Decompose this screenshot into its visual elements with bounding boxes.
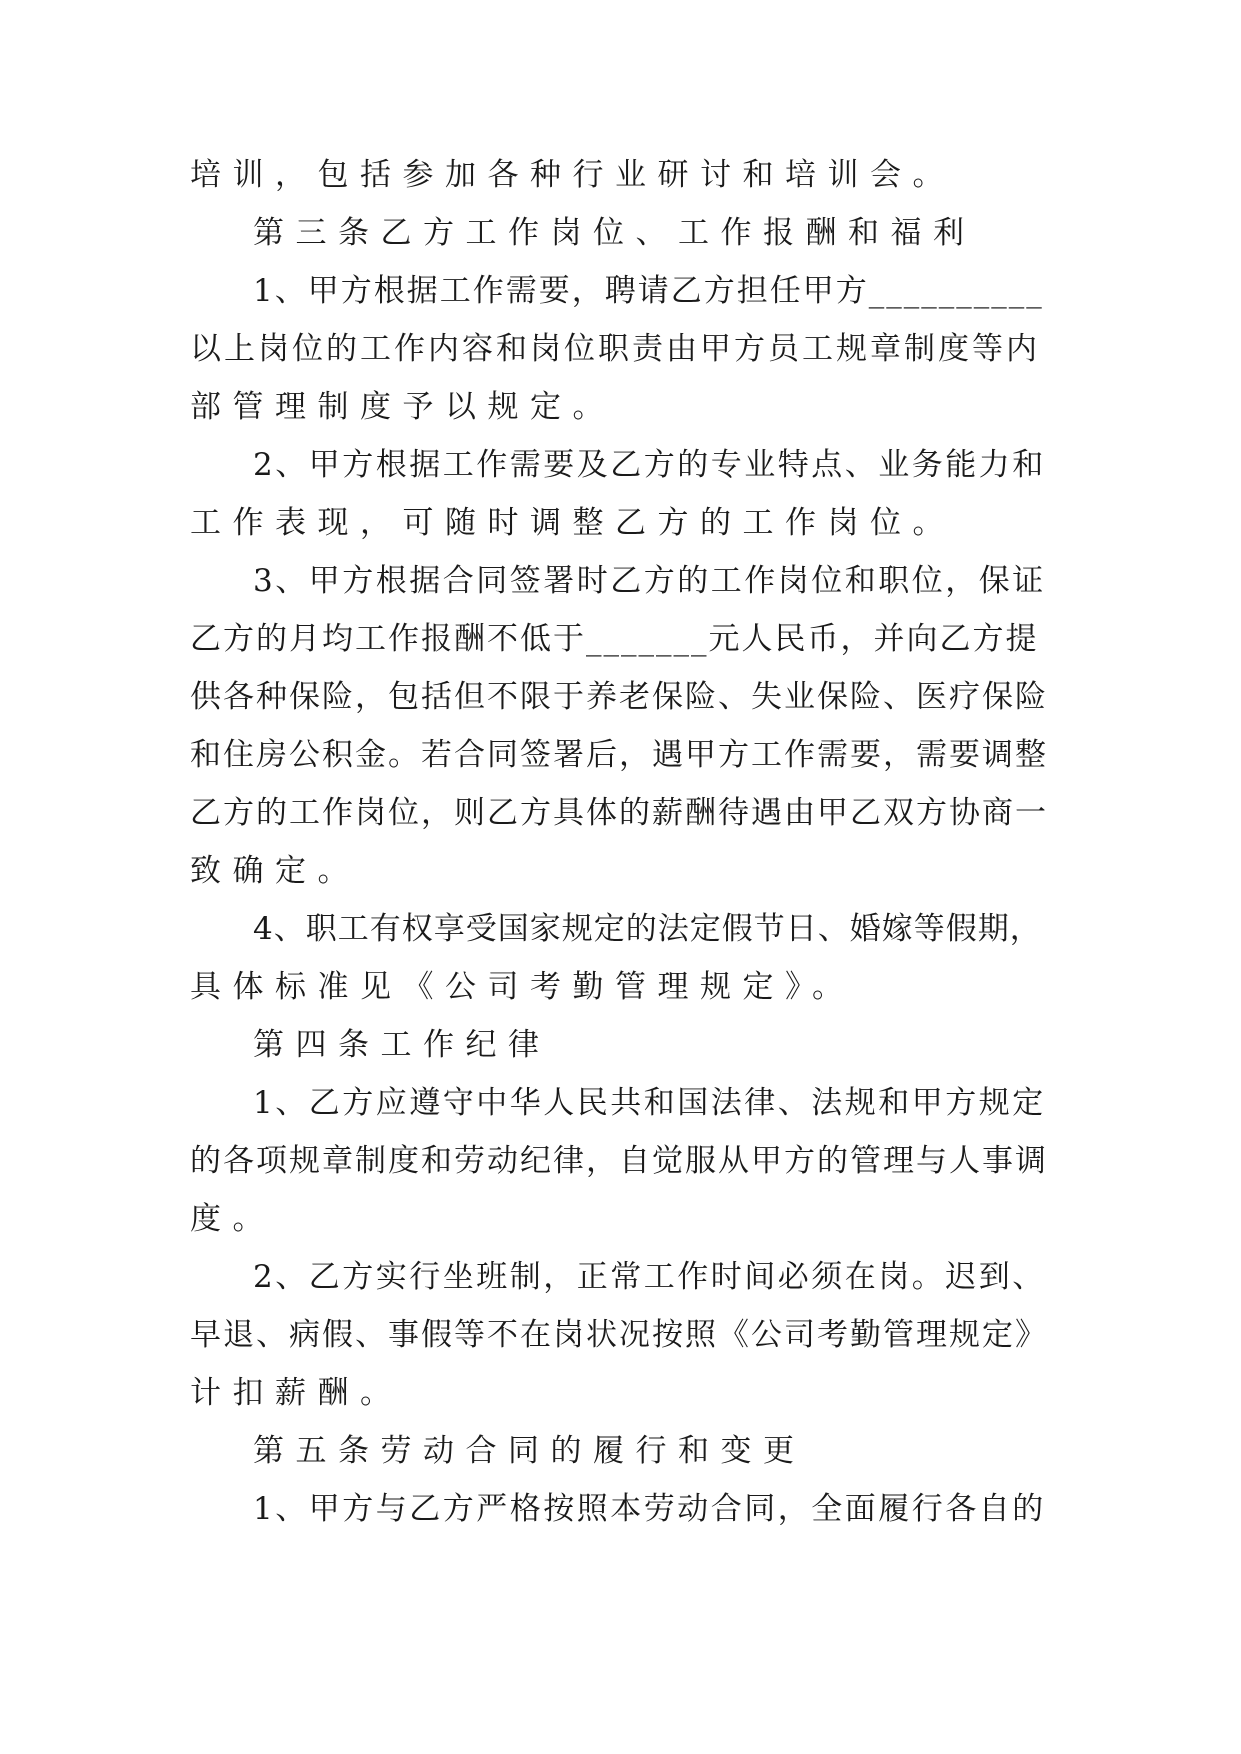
text-line: 工作表现，可随时调整乙方的工作岗位。	[190, 505, 955, 541]
text-line: 1、甲方与乙方严格按照本劳动合同，全面履行各自的	[253, 1491, 1046, 1527]
text-line: 计扣薪酬。	[190, 1375, 403, 1411]
text-line: 具体标准见《公司考勤管理规定》。	[190, 969, 855, 1005]
text-line: 培训，包括参加各种行业研讨和培训会。	[190, 157, 955, 193]
text-line: 3、甲方根据合同签署时乙方的工作岗位和职位，保证	[253, 563, 1046, 599]
section-heading: 第五条劳动合同的履行和变更	[253, 1433, 806, 1469]
text-line: 和住房公积金。若合同签署后，遇甲方工作需要，需要调整	[190, 737, 1048, 773]
text-line: 2、乙方实行坐班制，正常工作时间必须在岗。迟到、	[253, 1259, 1046, 1295]
text-line: 度。	[190, 1201, 275, 1237]
text-line: 2、甲方根据工作需要及乙方的专业特点、业务能力和	[253, 447, 1046, 483]
text-line: 1、甲方根据工作需要，聘请乙方担任甲方__________	[253, 273, 1044, 309]
text-line: 早退、病假、事假等不在岗状况按照《公司考勤管理规定》	[190, 1317, 1048, 1353]
text-line: 供各种保险，包括但不限于养老保险、失业保险、医疗保险	[190, 679, 1048, 715]
section-heading: 第三条乙方工作岗位、工作报酬和福利	[253, 215, 976, 251]
text-line: 的各项规章制度和劳动纪律，自觉服从甲方的管理与人事调	[190, 1143, 1048, 1179]
text-line: 致确定。	[190, 853, 360, 889]
section-heading: 第四条工作纪律	[253, 1027, 551, 1063]
text-line: 以上岗位的工作内容和岗位职责由甲方员工规章制度等内	[190, 331, 1040, 367]
text-line: 部管理制度予以规定。	[190, 389, 615, 425]
text-line: 乙方的月均工作报酬不低于_______元人民币，并向乙方提	[190, 621, 1039, 657]
text-line: 乙方的工作岗位，则乙方具体的薪酬待遇由甲乙双方协商一	[190, 795, 1048, 831]
text-line: 4、职工有权享受国家规定的法定假节日、婚嫁等假期，	[253, 911, 1042, 947]
text-line: 1、乙方应遵守中华人民共和国法律、法规和甲方规定	[253, 1085, 1046, 1121]
